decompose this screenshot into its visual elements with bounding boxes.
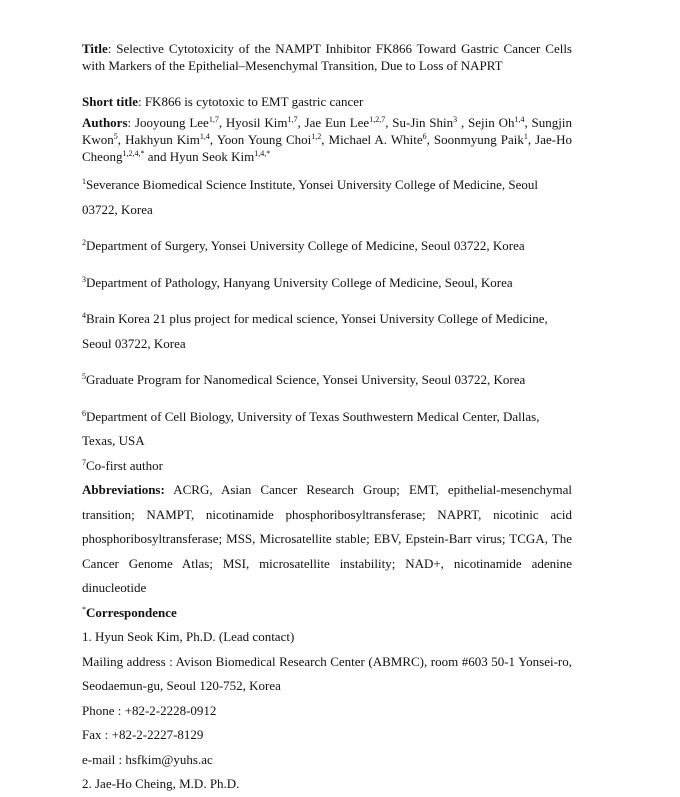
short-title-block	[82, 93, 572, 110]
correspondence-heading	[82, 601, 572, 626]
correspondence-line: Mailing address : Avison Biomedical Research Center (ABMRC), room #603 50-1 Yonsei-ro, Seodaemun-gu, Seoul 120-752, Korea	[82, 653, 572, 693]
affiliation-number: 5	[82, 372, 86, 381]
affiliation-text: Brain Korea 21 plus project for medical science, Yonsei University College of Medicine, Seoul 03722, Korea	[82, 311, 548, 351]
title-label: Title	[82, 41, 108, 56]
affiliation-text: Severance Biomedical Science Institute, Yonsei University College of Medicine, Seoul 03722, Korea	[82, 177, 539, 217]
authors-list: Jooyoung Lee$^{1,7}$, Hyosil Kim$^{1,7}$, Jae Eun Lee$^{1,2,7}$, Su-Jin Shin$^3$ , Sejin Oh$^{1,4}$, Sungjin Kwon$^5$, Hakhyun Kim$^{1,4}$, Yoon Young Choi$^{1,2}$, Michael A. White$^6$, Soonmyung Paik$^1$, Jae-Ho Cheong$^{1,2,4,*}$ and Hyun Seok Kim$^{1,4,*}$	[82, 115, 572, 164]
affiliation-number: 3	[82, 274, 86, 284]
author-name: Sejin Oh	[468, 115, 515, 130]
author-affiliation-marker: 1,4	[514, 115, 525, 124]
author-affiliation-marker: 6	[422, 132, 427, 141]
author-affiliation-marker: 5	[113, 132, 118, 141]
author-name: Sungjin Kwon	[82, 115, 572, 147]
author-affiliation-marker: 1,4,*	[254, 149, 271, 158]
author-name: Yoon Young Choi	[216, 132, 312, 147]
abbreviations-block	[82, 478, 572, 601]
affiliation-6	[82, 405, 572, 454]
author-affiliation-marker: 1	[523, 132, 528, 141]
manuscript-page	[82, 40, 572, 797]
affiliation-1	[82, 173, 572, 222]
author-name: Hyosil Kim	[225, 115, 288, 130]
author-affiliation-marker: 1,2,4,*	[122, 149, 145, 158]
short-title-text: : FK866 is cytotoxic to EMT gastric cancer	[137, 94, 364, 109]
affiliation-7	[82, 454, 572, 479]
authors-block: Authors: Jooyoung Lee$^{1,7}$, Hyosil Kim$^{1,7}$, Jae Eun Lee$^{1,2,7}$, Su-Jin Shin$^3$ , Sejin Oh$^{1,4}$, Sungjin Kwon$^5$, Hakhyun Kim$^{1,4}$, Yoon Young Choi$^{1,2}$, Michael A. White$^6$, Soonmyung Paik$^1$, Jae-Ho Cheong$^{1,2,4,*}$ and Hyun Seok Kim$^{1,4,*}$	[82, 115, 572, 164]
title-block	[82, 40, 572, 74]
correspondence-label: Correspondence	[86, 604, 177, 620]
author-name: Su-Jin Shin	[392, 115, 454, 130]
author-affiliation-marker: 1,7	[287, 115, 298, 124]
author-name: Hakhyun Kim	[125, 132, 200, 147]
correspondence-line: Phone : +82-2-2228-0912	[82, 702, 217, 718]
abbreviations-label: Abbreviations:	[82, 482, 165, 497]
author-name: Jooyoung Lee	[134, 115, 209, 130]
author-name: Michael A. White	[328, 132, 423, 147]
affiliation-number: 7	[82, 457, 86, 467]
affiliation-text: Co-first author	[86, 457, 163, 473]
author-name: Soonmyung Paik	[433, 132, 524, 147]
author-affiliation-marker: 1,2,7	[369, 115, 386, 124]
author-name: Hyun Seok Kim	[169, 149, 255, 164]
short-title-label: Short title	[82, 94, 138, 109]
author-name: Jae-Ho Cheong	[82, 132, 572, 164]
affiliation-5	[82, 368, 572, 393]
correspondence-line: 1. Hyun Seok Kim, Ph.D. (Lead contact)	[82, 629, 295, 644]
affiliation-text: Department of Surgery, Yonsei University College of Medicine, Seoul 03722, Korea	[86, 238, 525, 253]
affiliation-number: 2	[82, 238, 86, 247]
correspondence-line: 2. Jae-Ho Cheing, M.D. Ph.D.	[82, 776, 240, 791]
affiliation-text: Department of Cell Biology, University of Texas Southwestern Medical Center, Dallas, Texas, USA	[82, 408, 540, 448]
affiliation-3	[82, 271, 572, 296]
correspondence-email: e-mail : hsfkim@yuhs.ac	[82, 751, 213, 767]
affiliation-number: 1	[82, 177, 86, 186]
affiliation-text: Graduate Program for Nanomedical Science, Yonsei University, Seoul 03722, Korea	[86, 372, 526, 387]
author-affiliation-marker: 1,2	[311, 132, 322, 141]
correspondence-line: Fax : +82-2-2227-8129	[82, 727, 204, 742]
author-name: Jae Eun Lee	[304, 115, 370, 130]
affiliation-number: 6	[82, 408, 86, 418]
author-affiliation-marker: 3	[453, 115, 458, 124]
authors-label: Authors	[82, 115, 128, 130]
affiliation-number: 4	[82, 311, 86, 320]
author-affiliation-marker: 1,7	[208, 115, 219, 124]
author-affiliation-marker: 1,4	[199, 132, 210, 141]
title-text: : Selective Cytotoxicity of the NAMPT Inhibitor FK866 Toward Gastric Cancer Cells with Markers of the Epithelial–Mesenchymal Transition, Due to Loss of NAPRT	[82, 41, 572, 73]
affiliation-4	[82, 307, 572, 356]
correspondence-marker: *	[82, 604, 86, 614]
affiliation-2	[82, 234, 572, 259]
abbreviations-text: ACRG, Asian Cancer Research Group; EMT, epithelial-mesenchymal transition; NAMPT, nicotinamide phosphoribosyltransferase; NAPRT, nicotinic acid phosphoribosyltransferase; MSS, Microsatellite stable; EBV, Epstein-Barr virus; TCGA, The Cancer Genome Atlas; MSI, microsatellite instability; NAD+, nicotinamide adenine dinucleotide	[82, 482, 572, 595]
affiliation-text: Department of Pathology, Hanyang University College of Medicine, Seoul, Korea	[86, 274, 513, 290]
